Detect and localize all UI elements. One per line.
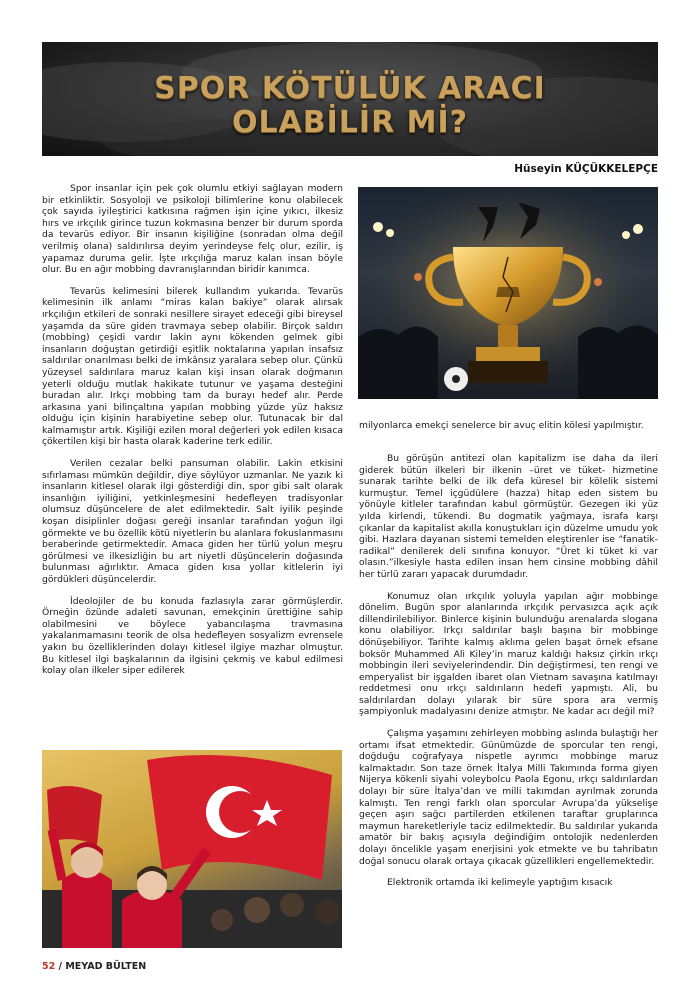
fans-with-flag-illustration bbox=[42, 750, 342, 948]
paragraph: Elektronik ortamda iki kelimeyle yaptığım kısacık bbox=[387, 877, 613, 889]
page-number: 52 bbox=[42, 961, 56, 972]
paragraph: Tevarüs kelimesini bilerek kullandım yukarıda. Tevarüs kelimesinin ilk anlamı “miras kalan bakiye” olarak alırsak ırkçılığın etkileri de sonraki nesillere sirayet edeceği gibi bireysel yaşamda da süre giden travmaya sebep olabilir. Birçok saldırı (mobbing) çeşidi vardır lakin aynı kökenden gelmek gibi insanların doğuştan getirdiği eşitlik noktalarına yapılan insafsız saldırılar onarılması belki de imkânsız yaralara sebep olur. Çünkü yüzeysel saldırılara maruz kalan kişi insan olarak doğmanın yeterli olduğu mutlak hakikate tutunur ve yaşama desteğini buradan alır. Irkçı mobbing tam da burayı hedef alır. Perde arkasına yani bilinçaltına yapılan mobbing yüzde yüz haksız olduğu için kişinin harabiyetine sebep olur. Tutunacak bir dal kalmamıştır artık. Kişiliği ezilen moral değerleri yok edilen kısaca çökertilen kişi bir hasta olarak kaderine terk edilir. bbox=[42, 285, 343, 448]
paragraph: Spor insanlar için pek çok olumlu etkiyi sağlayan modern bir etkinliktir. Sosyoloji ve psikoloji bilimlerine konu olabilecek çok sayıda iyileştirici katkısına rağmen işin içine yıkıcı, ilkesiz hırs ve ırkçılık girince tuzun kokmasına benzer bir durum sporda da tevarüs ediyor. Bir insanın kişiliğine (sonradan olma değil verilmiş olana) saldırılırsa deyim yerindeyse felç olur, ezilir, iş yapamaz duruma gelir. İşte ırkçılığa maruz kalan insan böyle olur. Bu en ağır mobbing davranışlarından biridir kanımca. bbox=[42, 183, 343, 276]
trophy-illustration bbox=[358, 187, 658, 399]
trophy-image bbox=[358, 187, 658, 399]
publication-name: MEYAD BÜLTEN bbox=[65, 961, 147, 972]
article-title bbox=[42, 72, 658, 140]
turkish-flag-photo bbox=[42, 750, 342, 948]
paragraph: Konumuz olan ırkçılık yoluyla yapılan ağır mobbinge dönelim. Bugün spor alanlarında ırkçılık pervasızca açık açık dillendirilebiliyor. Binlerce kişinin bulunduğu arenalarda slogana konu olabiliyor. Irkçı saldırılar başlı başına bir mobbinge dönüşebiliyor. Tarihte kalmış aklıma gelen başat örnek efsane boksör Muhammed Ali Kiley’in maruz kaldığı haksız çirkin ırkçı mobbingin ileri seviyelerindendir. Din değiştirmesi, ten rengi ve emperyalist bir işgalden ibaret olan Vietnam savaşına katılmayı reddetmesi onu ırkçı saldırıların hedefi yapmıştı. Ali, bu saldırılardan dolayı yılarak bir süre spora ara vermiş şampiyonluk madalyasını denize atmıştır. Ne kadar acı değil mi? bbox=[359, 590, 658, 718]
title-line-1: SPOR KÖTÜLÜK ARACI bbox=[154, 71, 546, 106]
title-banner bbox=[42, 42, 658, 156]
paragraph: milyonlarca emekçi senelerce bir avuç elitin kölesi yapılmıştır. bbox=[359, 420, 644, 431]
paragraph: Verilen cezalar belki pansuman olabilir. Lakin etkisini sıfırlaması mümkün değildir, diye söylüyor uzmanlar. Ne yazık ki insanların kitlesel olarak ilgi gösterdiği din, spor gibi salt olarak insanlığın iyiliğini, yetkinleşmesini hedefleyen tradisyonlar olumsuz düşüncelere de alet edilmektedir. Salt iyilik peşinde koşan disiplinler doğası gereği insanlar tarafından yoğun ilgi görmekte ve bu özellik kötü niyetlerin bu alanlara fokuslanmasını beraberinde getirmektedir. Amaca giden her türlü yolun meşru görülmesi ve ilkesizliğin bu art niyetli düşüncelerin doğasında bulunması ağırlıktır. Amaca giden kısa yollar kitlelerin iyi gördükleri düşüncelerdir. bbox=[42, 458, 343, 585]
article-column-right-carryover bbox=[359, 420, 658, 432]
paragraph: Bu görüşün antitezi olan kapitalizm ise daha da ileri giderek bütün ilkeleri bir ilkenin –üret ve tüket- hizmetine sunarak tarihte belki de ilk defa küresel bir kölelik sistemi kurmuştur. Temel içgüdülere (hazza) hitap eden sistem bu yönüyle kitleler tarafından kabul görmüştür. Gezegen iki yüz yılda kirlendi, tükendi. Bu dogmatik yağmaya, israfa karşı çıkanlar da kapitalist akılla konuştukları için düzelme umudu yok gibi. Hazlara dayanan sistemi temelden eleştirenler ise “fanatik-radikal” denilerek deli sınıfına konuyor. “Üret ki tüket ki var olasın.”ilkesiyle hasta edilen insan hem cinsine mobbing dâhil her türlü zararı yapacak durumdadır. bbox=[359, 453, 658, 580]
article-column-right bbox=[359, 453, 658, 889]
page-footer bbox=[42, 961, 146, 972]
title-line-2: OLABİLİR Mİ? bbox=[231, 105, 469, 140]
author-name: Hüseyin KÜÇÜKKELEPÇE bbox=[514, 163, 658, 175]
article-column-left bbox=[42, 183, 343, 677]
paragraph: İdeolojiler de bu konuda fazlasıyla zarar görmüşlerdir. Örneğin özünde adaleti savunan, emekçinin ürettiğine sahip olabilmesini ve böylece yabancılaşma travmasına yakalanmamasını teorik de olsa hedefleyen sosyalizm evrensele yakın bu özelliklerinden dolayı kitlesel ilgiye mazhar olmuştur. Bu kitlesel ilgi başkalarının da ilgisini çekmiş ve kabul edilmesi kolay olan ilkeler siper edilerek bbox=[42, 595, 343, 677]
paragraph: Çalışma yaşamını zehirleyen mobbing aslında bulaştığı her ortamı ifsat etmektedir. Günümüzde de sporcular ten rengi, doğduğu coğrafyaya nispetle ayrımcı mobbinge maruz kalmaktadır. Son taze örnek İtalya Milli Takımında forma giyen Nijerya kökenli siyahi voleybolcu Paola Egonu, ırkçı saldırılardan dolayı bir süre İtalya’dan ve milli takımdan ayrılmak zorunda kalmıştı. Ten rengi farklı olan sporcular Avrupa’da yükselişe geçen aşırı sağcı partilerden etkilenen taraftar gruplarınca maymun hareketleriyle taciz edilmektedir. Bu saldırılar yukarıda amatör bir bakış açısıyla değindiğim ontolojik nedenlerden dolayı öncelikle yaşam enerjisini yok etmekte ve bu tahribatın doğal sonucu olarak ortaya çıkacak güzellikleri engellemektedir. bbox=[359, 728, 658, 867]
footer-separator: / bbox=[58, 961, 63, 972]
